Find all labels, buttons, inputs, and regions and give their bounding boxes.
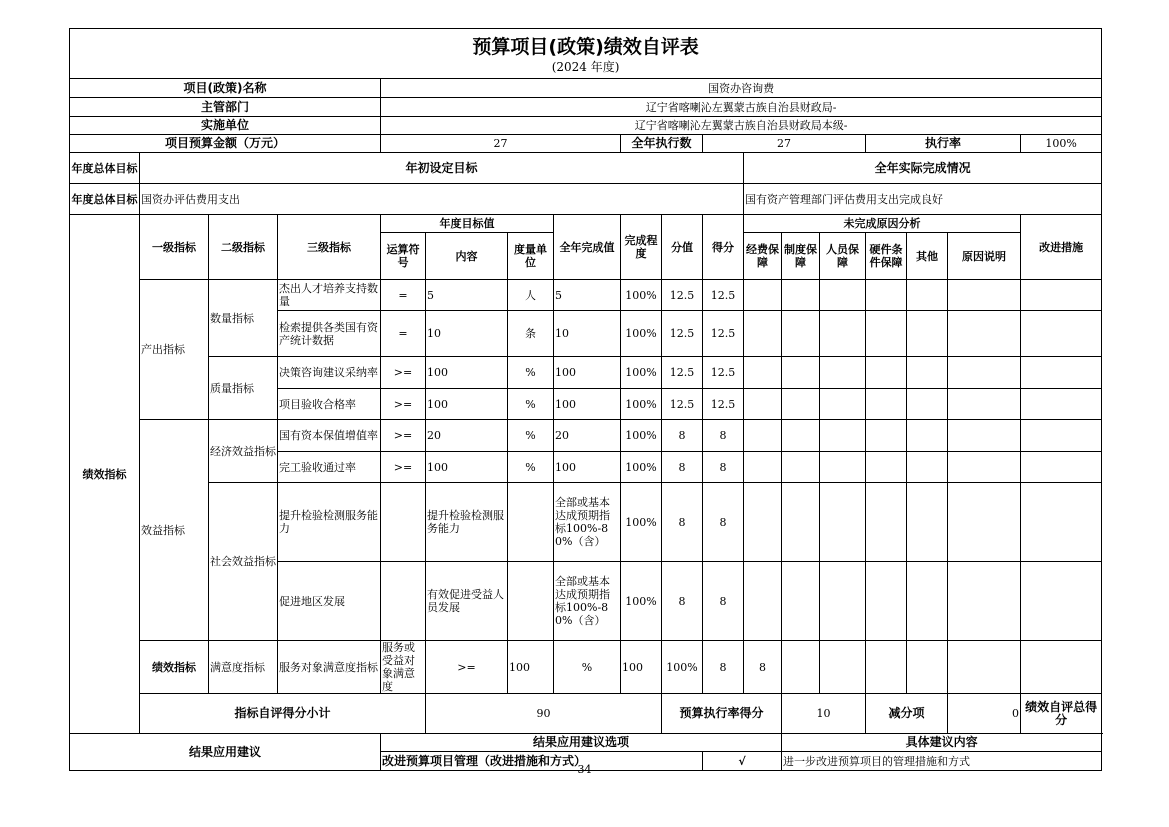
level3-cell: 服务或受益对象满意度	[381, 641, 426, 694]
score-cell: 12.5	[703, 311, 744, 357]
operator-cell: >=	[381, 389, 426, 420]
execution-rate-value: 100%	[1021, 135, 1102, 153]
initial-goal-header: 年初设定目标	[140, 153, 744, 184]
social-benefit-group: 社会效益指标	[209, 483, 278, 641]
annual-goal-label: 年度总体目标	[70, 153, 140, 184]
content-cell: 20	[426, 420, 508, 452]
execution-value: 27	[703, 135, 866, 153]
budget-label: 项目预算金额（万元）	[70, 135, 381, 153]
fiscal-year: (2024 年度)	[551, 59, 620, 74]
unit-cell: %	[508, 357, 554, 389]
content-header: 内容	[426, 233, 508, 280]
full-value-cell: 100	[621, 641, 662, 694]
unit-cell	[508, 483, 554, 562]
score-cell: 8	[703, 420, 744, 452]
project-name-value: 国资办咨询费	[381, 79, 1102, 98]
implementer-value: 辽宁省喀喇沁左翼蒙古族自治县财政局本级-	[381, 117, 1102, 135]
funding-reason-header: 经费保障	[744, 233, 782, 280]
content-cell: 100	[426, 452, 508, 483]
table-title-cell	[70, 29, 1102, 79]
suggestion-content-header: 具体建议内容	[782, 734, 1102, 752]
unit-cell: %	[554, 641, 621, 694]
table-row	[70, 483, 1102, 562]
table-row	[70, 641, 1102, 694]
unit-cell	[508, 562, 554, 641]
level3-cell: 完工验收通过率	[278, 452, 381, 483]
weight-cell: 8	[662, 452, 703, 483]
unit-cell: 条	[508, 311, 554, 357]
content-cell: 提升检验检测服务能力	[426, 483, 508, 562]
unit-cell: 人	[508, 280, 554, 311]
implementer-label: 实施单位	[70, 117, 381, 135]
result-application-label: 结果应用建议	[70, 734, 381, 771]
result-options-header: 结果应用建议选项	[381, 734, 782, 752]
degree-cell: 100%	[621, 311, 662, 357]
unit-header: 度量单位	[508, 233, 554, 280]
operator-cell: >=	[381, 452, 426, 483]
score-header: 得分	[703, 215, 744, 280]
improvement-header: 改进措施	[1021, 215, 1102, 280]
quality-indicator-group: 质量指标	[209, 357, 278, 420]
table-row	[70, 420, 1102, 452]
benefit-indicator-group: 效益指标	[140, 420, 209, 641]
unit-cell: %	[508, 389, 554, 420]
operator-cell: =	[381, 280, 426, 311]
actual-completion-header: 全年实际完成情况	[744, 153, 1102, 184]
service-satisfaction-group: 服务对象满意度指标	[278, 641, 381, 694]
weight-cell: 8	[662, 483, 703, 562]
operator-cell	[381, 483, 426, 562]
level3-cell: 检索提供各类国有资产统计数据	[278, 311, 381, 357]
score-cell: 12.5	[703, 389, 744, 420]
annual-goal-label: 年度总体目标	[70, 184, 140, 215]
full-value-cell: 全部或基本达成预期指标100%-80%（含）	[554, 483, 621, 562]
degree-cell: 100%	[621, 389, 662, 420]
suggestion-text: 进一步改进预算项目的管理措施和方式	[782, 752, 1102, 771]
perf-indicator-label: 绩效指标	[70, 215, 140, 734]
content-cell: 有效促进受益人员发展	[426, 562, 508, 641]
full-value-cell: 5	[554, 280, 621, 311]
total-score-label: 绩效自评总得分	[1021, 694, 1102, 734]
deduction-label: 减分项	[866, 694, 948, 734]
level2-header: 二级指标	[209, 215, 278, 280]
annual-target-header: 年度目标值	[381, 215, 554, 233]
operator-cell: >=	[426, 641, 508, 694]
degree-cell: 100%	[621, 483, 662, 562]
budget-value: 27	[381, 135, 621, 153]
other-reason-header: 其他	[907, 233, 948, 280]
result-option-text: 改进预算项目管理（改进措施和方式）	[381, 752, 703, 771]
degree-cell: 100%	[621, 420, 662, 452]
content-cell: 10	[426, 311, 508, 357]
subtotal-label: 指标自评得分小计	[140, 694, 426, 734]
operator-cell: =	[381, 311, 426, 357]
subtotal-value: 90	[426, 694, 662, 734]
full-value-cell: 10	[554, 311, 621, 357]
full-value-cell: 全部或基本达成预期指标100%-80%（含）	[554, 562, 621, 641]
initial-goal-text: 国资办评估费用支出	[140, 184, 744, 215]
project-name-label: 项目(政策)名称	[70, 79, 381, 98]
execution-label: 全年执行数	[621, 135, 703, 153]
content-cell: 100	[508, 641, 554, 694]
exec-score-value: 10	[782, 694, 866, 734]
department-value: 辽宁省喀喇沁左翼蒙古族自治县财政局-	[381, 98, 1102, 117]
unit-cell: %	[508, 452, 554, 483]
operator-cell	[381, 562, 426, 641]
personnel-reason-header: 人员保障	[820, 233, 866, 280]
content-cell: 100	[426, 389, 508, 420]
unit-cell: %	[508, 420, 554, 452]
table-row	[70, 357, 1102, 389]
reason-note-header: 原因说明	[948, 233, 1021, 280]
full-year-value-header: 全年完成值	[554, 215, 621, 280]
operator-header: 运算符号	[381, 233, 426, 280]
system-reason-header: 制度保障	[782, 233, 820, 280]
execution-rate-label: 执行率	[866, 135, 1021, 153]
score-cell: 8	[703, 452, 744, 483]
full-value-cell: 100	[554, 389, 621, 420]
level3-cell: 项目验收合格率	[278, 389, 381, 420]
level3-cell: 决策咨询建议采纳率	[278, 357, 381, 389]
level3-cell: 提升检验检测服务能力	[278, 483, 381, 562]
score-cell: 8	[703, 562, 744, 641]
hardware-reason-header: 硬件条件保障	[866, 233, 907, 280]
table-row	[70, 280, 1102, 311]
content-cell: 100	[426, 357, 508, 389]
weight-cell: 8	[703, 641, 744, 694]
level3-cell: 国有资本保值增值率	[278, 420, 381, 452]
department-label: 主管部门	[70, 98, 381, 117]
page-number: 34	[577, 763, 592, 776]
degree-cell: 100%	[621, 562, 662, 641]
level1-header: 一级指标	[140, 215, 209, 280]
completion-degree-header: 完成程度	[621, 215, 662, 280]
score-cell: 8	[744, 641, 782, 694]
check-mark: √	[703, 752, 782, 771]
satisfaction-indicator-group: 满意度指标	[209, 641, 278, 694]
exec-score-label: 预算执行率得分	[662, 694, 782, 734]
degree-cell: 100%	[621, 357, 662, 389]
weight-cell: 12.5	[662, 280, 703, 311]
full-value-cell: 100	[554, 452, 621, 483]
degree-cell: 100%	[662, 641, 703, 694]
deduction-value: 0	[948, 694, 1021, 734]
full-value-cell: 100	[554, 357, 621, 389]
page-title: 预算项目(政策)绩效自评表	[472, 35, 699, 58]
score-cell: 12.5	[703, 357, 744, 389]
output-indicator-group: 产出指标	[140, 280, 209, 420]
operator-cell: >=	[381, 357, 426, 389]
degree-cell: 100%	[621, 452, 662, 483]
actual-completion-text: 国有资产管理部门评估费用支出完成良好	[744, 184, 1102, 215]
performance-evaluation-table	[69, 28, 1102, 771]
score-cell: 8	[703, 483, 744, 562]
weight-cell: 8	[662, 420, 703, 452]
content-cell: 5	[426, 280, 508, 311]
weight-cell: 12.5	[662, 357, 703, 389]
level3-cell: 促进地区发展	[278, 562, 381, 641]
full-value-cell: 20	[554, 420, 621, 452]
weight-cell: 8	[662, 562, 703, 641]
incomplete-analysis-header: 未完成原因分析	[744, 215, 1021, 233]
operator-cell: >=	[381, 420, 426, 452]
score-cell: 12.5	[703, 280, 744, 311]
weight-cell: 12.5	[662, 389, 703, 420]
economic-benefit-group: 经济效益指标	[209, 420, 278, 483]
weight-cell: 12.5	[662, 311, 703, 357]
level3-header: 三级指标	[278, 215, 381, 280]
level3-cell: 杰出人才培养支持数量	[278, 280, 381, 311]
quantity-indicator-group: 数量指标	[209, 280, 278, 357]
weight-header: 分值	[662, 215, 703, 280]
degree-cell: 100%	[621, 280, 662, 311]
perf-indicator-label-2: 绩效指标	[140, 641, 209, 694]
